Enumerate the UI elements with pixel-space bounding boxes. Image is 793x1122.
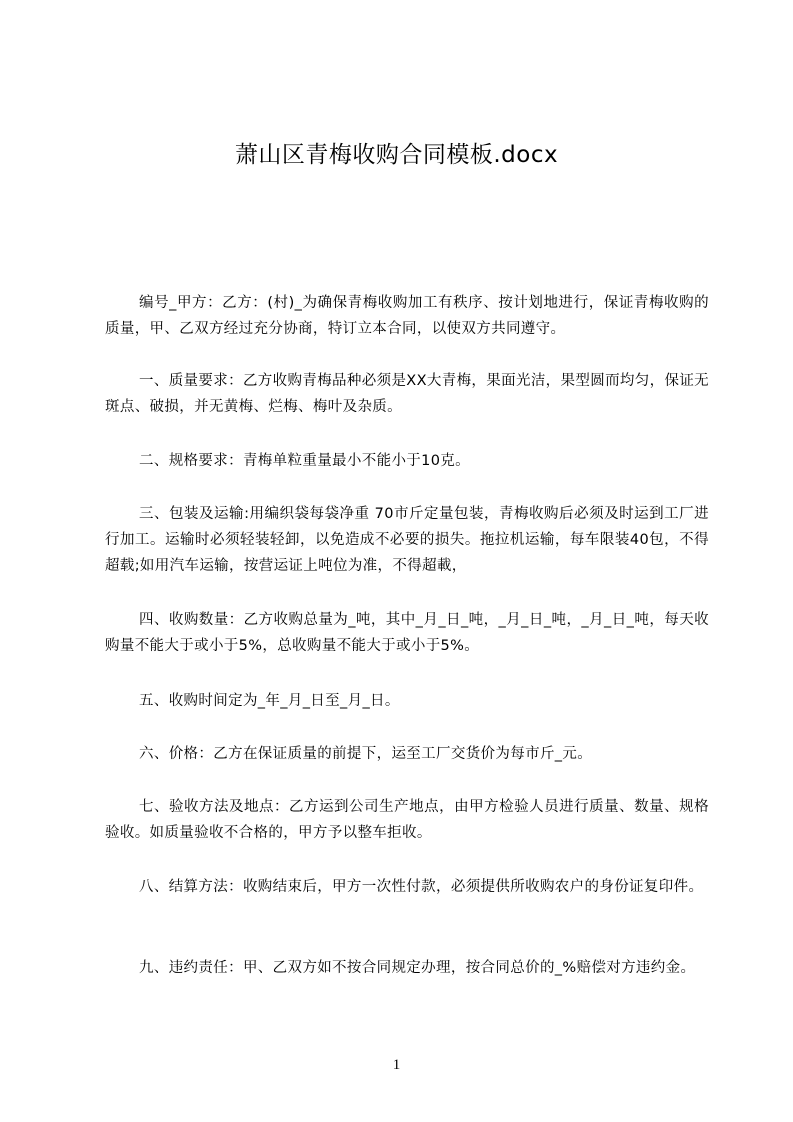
paragraph-purchase-quantity: 四、收购数量：乙方收购总量为_吨，其中_月_日_吨，_月_日_吨，_月_日_吨，每天收购量不能大于或小于5%，总收购量不能大于或小于5%。 — [105, 612, 709, 654]
paragraph-settlement: 八、结算方法：收购结束后，甲方一次性付款，必须提供所收购农户的身份证复印件。 — [139, 879, 704, 895]
paragraph-price: 六、价格：乙方在保证质量的前提下，运至工厂交货价为每市斤_元。 — [139, 746, 593, 762]
paragraph-inspection: 七、验收方法及地点：乙方运到公司生产地点，由甲方检验人员进行质量、数量、规格验收。如质量验收不合格的，甲方予以整车拒收。 — [105, 799, 709, 841]
paragraph-preamble: 编号_甲方：乙方：(村)_为确保青梅收购加工有秩序、按计划地进行，保证青梅收购的质量，甲、乙双方经过充分协商，特订立本合同，以使双方共同遵守。 — [105, 295, 709, 337]
paragraph-purchase-time: 五、收购时间定为_年_月_日至_月_日。 — [139, 693, 400, 709]
document-title: 萧山区青梅收购合同模板.docx — [234, 142, 559, 168]
paragraph-specification-requirements: 二、规格要求：青梅单粒重量最小不能小于10克。 — [139, 453, 470, 469]
page-number: 1 — [392, 1057, 401, 1073]
paragraph-packaging-transport: 三、包装及运输:用编织袋每袋净重 70市斤定量包装，青梅收购后必须及时运到工厂进行加工。运输时必须轻装轻卸，以免造成不必要的损失。拖拉机运输，每车限装40包，不得超载;如用汽车运输，按营运证上吨位为准，不得超載， — [105, 506, 709, 574]
paragraph-liability: 九、违约责任：甲、乙双方如不按合同规定办理，按合同总价的_%赔偿对方违约金。 — [139, 960, 696, 976]
paragraph-quality-requirements: 一、质量要求：乙方收购青梅品种必须是XX大青梅，果面光洁，果型圆而均匀，保证无斑点、破损，并无黄梅、烂梅、梅叶及杂质。 — [105, 373, 710, 415]
